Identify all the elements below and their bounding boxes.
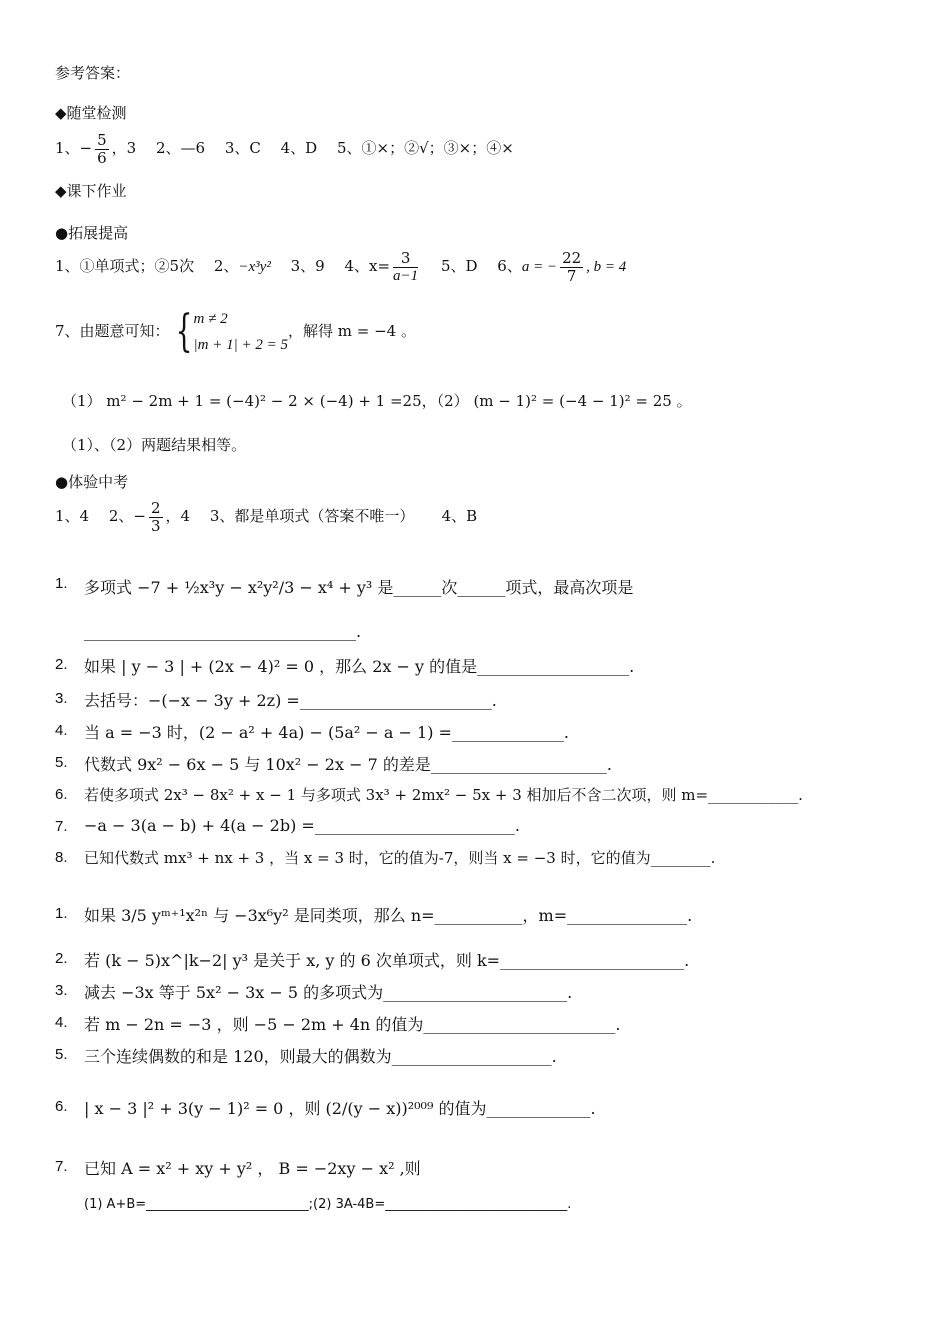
question-text: 如果 3/5 yᵐ⁺¹x²ⁿ 与 −3x⁶y² 是同类项，那么 n=___________，m=_______________.	[84, 906, 693, 925]
answer-text: 1、①单项式；②5次 2、	[55, 257, 239, 275]
question-number: 4.	[55, 1014, 68, 1031]
answer-text: 5、D 6、	[421, 257, 522, 275]
equation-system	[194, 306, 288, 358]
question-number: 3.	[55, 982, 68, 999]
answers-title: 参考答案：	[55, 64, 131, 82]
question-text: | x − 3 |² + 3(y − 1)² = 0 ，则 (2/(y − x))²⁰⁰⁹ 的值为_____________.	[84, 1099, 596, 1118]
extension-q7-computation: （1） m² − 2m + 1 = (−4)² − 2 × (−4) + 1 =25，（2） (m − 1)² = (−4 − 1)² = 25 。	[62, 392, 692, 410]
answer-text: 3、9 4、x=	[270, 257, 391, 275]
answer-text: 7、由题意可知：	[55, 322, 170, 340]
section-heading-in-class: ◆随堂检测	[55, 104, 127, 122]
question-number: 6.	[55, 1098, 68, 1115]
answer-text: ，4 3、都是单项式（答案不唯一） 4、B	[165, 507, 478, 525]
fraction-denominator: 7	[566, 266, 577, 285]
question-text: 代数式 9x² − 6x − 5 与 10x² − 2x − 7 的差是______________________.	[84, 755, 612, 774]
fraction-numerator: 3	[393, 250, 418, 268]
fraction-numerator: 2	[150, 499, 161, 517]
answer-blank-line[interactable]: __________________________________.	[84, 622, 362, 641]
fraction	[560, 250, 583, 284]
question-text: 若使多项式 2x³ − 8x² + x − 1 与多项式 3x³ + 2mx² − 5x + 3 相加后不含二次项，则 m=____________.	[84, 786, 803, 804]
question-text: −a − 3(a − b) + 4(a − 2b) =_________________________.	[84, 816, 520, 835]
equation-line: |m + 1| + 2 = 5	[193, 337, 288, 353]
in-class-answers-line	[55, 132, 514, 166]
question-text: 去括号：−(−x − 3y + 2z) =________________________.	[84, 691, 497, 710]
question-number: 5.	[55, 1046, 68, 1063]
section-heading-extension: ●拓展提高	[55, 224, 129, 242]
left-brace: {	[175, 306, 192, 357]
question-number: 7.	[55, 818, 68, 835]
question-number: 8.	[55, 849, 68, 866]
extension-q7-conclusion: （1）、（2）两题结果相等。	[62, 436, 247, 454]
math-expression: −x³y²	[238, 259, 271, 275]
fraction-denominator: 3	[150, 516, 161, 535]
extension-answers-line	[55, 250, 626, 284]
answer-text: 1、4 2、−	[55, 507, 146, 525]
fraction-numerator: 22	[562, 249, 582, 267]
question-number: 7.	[55, 1158, 68, 1175]
question-text: 减去 −3x 等于 5x² − 3x − 5 的多项式为_______________________.	[84, 983, 573, 1002]
question-text: 多项式 −7 + ½x³y − x²y²/3 − x⁴ + y³ 是______次______项式，最高次项是	[84, 578, 634, 597]
question-text: 若 m − 2n = −3 ，则 −5 − 2m + 4n 的值为________________________.	[84, 1015, 621, 1034]
extension-q7-line	[55, 306, 416, 358]
fraction-denominator: 6	[97, 148, 107, 167]
fraction	[95, 132, 109, 166]
answer-text: ，3 2、—6 3、C 4、D 5、①×；②√；③×；④×	[111, 139, 514, 157]
math-expression: , b = 4	[586, 259, 627, 275]
answer-text: 1、−	[55, 139, 93, 157]
question-number: 2.	[55, 656, 68, 673]
question-number: 4.	[55, 722, 68, 739]
math-expression: a = −	[521, 259, 558, 275]
section-heading-exam: ●体验中考	[55, 473, 129, 491]
section-heading-homework: ◆课下作业	[55, 182, 127, 200]
question-number: 5.	[55, 754, 68, 771]
question-text: 如果 | y − 3 | + (2x − 4)² = 0 ，那么 2x − y 的值是___________________.	[84, 657, 635, 676]
question-text: 已知 A = x² + xy + y² ， B = −2xy − x² ,则	[84, 1159, 421, 1178]
question-text: 若 (k − 5)x^|k−2| y³ 是关于 x, y 的 6 次单项式，则 k=_______________________.	[84, 951, 690, 970]
question-text: 三个连续偶数的和是 120，则最大的偶数为____________________.	[84, 1047, 557, 1066]
fraction-numerator: 5	[97, 131, 107, 149]
question-text: 当 a = −3 时，(2 − a² + 4a) − (5a² − a − 1) =______________.	[84, 723, 570, 742]
question-number: 1.	[55, 575, 68, 592]
exam-answers-line	[55, 500, 477, 534]
question-number: 6.	[55, 786, 68, 803]
answer-text: ，解得 m = −4 。	[288, 322, 416, 340]
question-text: 已知代数式 mx³ + nx + 3 ，当 x = 3 时，它的值为-7，则当 x = −3 时，它的值为________.	[84, 849, 716, 867]
answer-blank-line[interactable]: (1) A+B=_________________________;(2) 3A-4B=____________________________.	[84, 1197, 572, 1212]
question-number: 3.	[55, 690, 68, 707]
fraction	[393, 250, 418, 284]
equation-line: m ≠ 2	[193, 311, 228, 327]
fraction	[149, 500, 163, 534]
fraction-denominator: a−1	[393, 267, 419, 284]
question-number: 2.	[55, 950, 68, 967]
question-number: 1.	[55, 905, 68, 922]
